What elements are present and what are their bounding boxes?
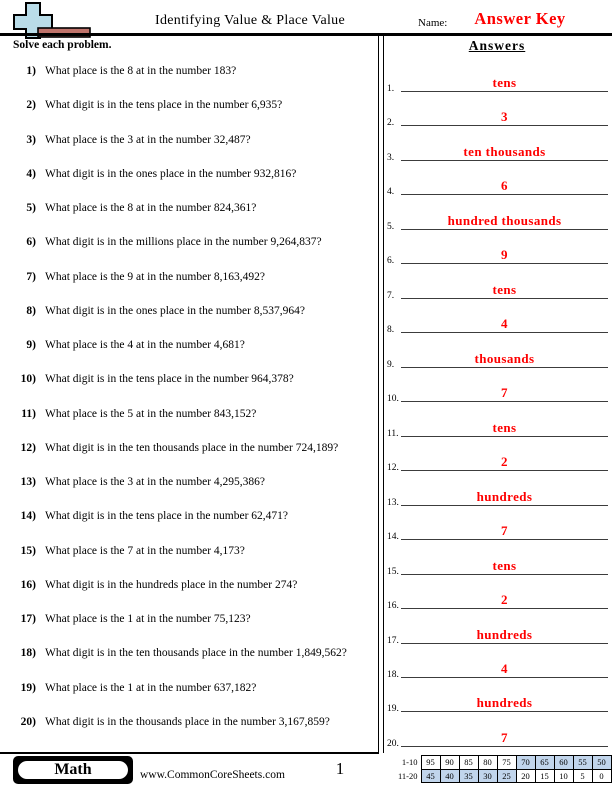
subject-badge-label: Math xyxy=(15,758,131,782)
answer-blank-line xyxy=(401,436,608,437)
answer-number: 17. xyxy=(387,635,399,646)
question-text: What digit is in the tens place in the number 964,378? xyxy=(45,373,294,386)
answer-value: 7 xyxy=(501,523,508,539)
question-row xyxy=(0,373,379,385)
answer-value: ten thousands xyxy=(463,143,546,159)
answer-number: 18. xyxy=(387,669,399,680)
question-text: What place is the 4 at in the number 4,681? xyxy=(45,339,245,352)
answer-row xyxy=(384,591,612,612)
question-text: What place is the 3 at in the number 32,487? xyxy=(45,133,251,146)
answer-value: hundreds xyxy=(476,695,533,711)
answer-blank-line xyxy=(401,608,608,609)
answer-number: 6. xyxy=(387,256,395,267)
answer-row xyxy=(384,315,612,336)
grade-score-cell: 40 xyxy=(440,769,459,783)
answer-blank-line xyxy=(401,125,608,126)
question-row xyxy=(0,579,379,591)
answer-blank-line xyxy=(401,229,608,230)
grade-score-cell: 30 xyxy=(478,769,497,783)
grade-score-cell: 65 xyxy=(535,756,554,770)
question-number: 10) xyxy=(20,373,36,386)
question-row xyxy=(0,168,379,180)
answer-number: 5. xyxy=(387,221,395,232)
answers-column-title: Answers xyxy=(468,38,526,53)
question-number: 11) xyxy=(21,407,36,420)
question-number: 4) xyxy=(26,167,36,180)
question-text: What place is the 1 at in the number 75,123? xyxy=(45,613,251,626)
question-number: 1) xyxy=(26,65,36,77)
answer-row xyxy=(384,453,612,474)
grade-range-label: 1-10 xyxy=(401,757,418,767)
answer-value: 3 xyxy=(501,109,508,125)
question-number: 9) xyxy=(26,339,36,352)
answer-row xyxy=(384,246,612,267)
answer-row xyxy=(384,74,612,92)
question-row xyxy=(0,236,379,248)
answer-value: tens xyxy=(492,419,517,435)
answer-blank-line xyxy=(401,746,608,747)
answer-row xyxy=(384,694,612,715)
question-number: 12) xyxy=(20,441,36,454)
grade-score-cell: 55 xyxy=(573,756,592,770)
answer-row xyxy=(384,522,612,543)
question-row xyxy=(0,682,379,694)
answer-value: 6 xyxy=(501,178,508,194)
grade-table-row xyxy=(393,756,611,770)
question-row xyxy=(0,305,379,317)
grade-range-label: 11-20 xyxy=(397,770,418,781)
answer-blank-line xyxy=(401,711,608,712)
name-value-answer-key: Answer Key xyxy=(474,9,566,28)
question-number: 7) xyxy=(26,270,36,283)
question-row xyxy=(0,65,379,77)
answer-value: 7 xyxy=(501,385,508,401)
question-text: What digit is in the ones place in the number 8,537,964? xyxy=(45,304,305,317)
footer-rule xyxy=(0,752,379,754)
grade-score-cell: 10 xyxy=(554,769,573,783)
answer-blank-line xyxy=(401,194,608,195)
question-row xyxy=(0,442,379,454)
answer-blank-line xyxy=(401,677,608,678)
question-number: 17) xyxy=(20,613,36,626)
grade-score-cell: 15 xyxy=(535,769,554,783)
question-number: 6) xyxy=(26,236,36,249)
grade-score-cell: 35 xyxy=(459,769,478,783)
question-row xyxy=(0,510,379,522)
answer-row xyxy=(384,660,612,678)
name-label: Name: xyxy=(418,17,448,29)
answer-value: 4 xyxy=(501,316,508,332)
grade-score-cell: 50 xyxy=(592,756,611,770)
answer-blank-line xyxy=(401,470,608,471)
answer-blank-line xyxy=(401,539,608,540)
answer-blank-line xyxy=(401,91,608,92)
grade-score-cell: 0 xyxy=(592,769,611,783)
question-number: 16) xyxy=(20,578,36,591)
answer-row xyxy=(384,212,612,230)
answer-value: hundred thousands xyxy=(447,212,562,228)
website-link[interactable]: www.CommonCoreSheets.com xyxy=(140,769,285,781)
answer-number: 19. xyxy=(387,704,399,715)
answer-number: 16. xyxy=(387,601,399,612)
grade-score-cell: 95 xyxy=(421,756,440,770)
answer-row xyxy=(384,350,612,368)
answer-number: 8. xyxy=(387,325,395,336)
answer-row xyxy=(384,488,612,506)
grade-score-cell: 75 xyxy=(497,756,516,770)
answer-row xyxy=(384,143,612,161)
answer-blank-line xyxy=(401,401,608,402)
answer-row xyxy=(384,108,612,129)
question-row xyxy=(0,613,379,625)
answer-row xyxy=(384,177,612,198)
answer-blank-line xyxy=(401,298,608,299)
answer-number: 3. xyxy=(387,152,395,163)
answer-value: thousands xyxy=(474,350,535,366)
answer-blank-line xyxy=(401,574,608,575)
question-row xyxy=(0,716,379,728)
answer-blank-line xyxy=(401,332,608,333)
answer-number: 7. xyxy=(387,290,395,301)
answer-number: 15. xyxy=(387,566,399,577)
question-number: 2) xyxy=(26,99,36,112)
grade-score-cell: 80 xyxy=(478,756,497,770)
grade-score-cell: 85 xyxy=(459,756,478,770)
answer-number: 4. xyxy=(387,187,395,198)
question-row xyxy=(0,545,379,557)
answer-value: 2 xyxy=(501,592,508,608)
question-number: 8) xyxy=(26,304,36,317)
question-text: What digit is in the hundreds place in the number 274? xyxy=(45,578,298,591)
question-row xyxy=(0,99,379,111)
answer-number: 10. xyxy=(387,394,399,405)
header-rule xyxy=(0,33,612,36)
answer-blank-line xyxy=(401,160,608,161)
answer-number: 13. xyxy=(387,497,399,508)
answer-value: 9 xyxy=(501,247,508,263)
question-text: What place is the 7 at in the number 4,173? xyxy=(45,544,245,557)
page-title: Identifying Value & Place Value xyxy=(155,13,345,28)
question-number: 18) xyxy=(20,647,36,660)
answer-row xyxy=(384,281,612,299)
answer-number: 1. xyxy=(387,84,395,94)
answer-blank-line xyxy=(401,643,608,644)
question-number: 19) xyxy=(20,681,36,694)
question-number: 13) xyxy=(20,476,36,489)
question-text: What place is the 3 at in the number 4,295,386? xyxy=(45,476,266,489)
answer-row xyxy=(384,557,612,575)
question-text: What digit is in the tens place in the number 62,471? xyxy=(45,510,289,523)
instructions: Solve each problem. xyxy=(13,39,112,51)
answer-value: 4 xyxy=(501,660,508,676)
question-text: What place is the 5 at in the number 843,152? xyxy=(45,407,257,420)
answer-number: 12. xyxy=(387,463,399,474)
grade-score-cell: 90 xyxy=(440,756,459,770)
question-text: What digit is in the ten thousands place in the number 1,849,562? xyxy=(45,647,347,660)
question-text: What place is the 1 at in the number 637,182? xyxy=(45,681,257,694)
question-text: What digit is in the ten thousands place in the number 724,189? xyxy=(45,441,339,454)
answer-number: 11. xyxy=(387,428,399,439)
question-number: 14) xyxy=(20,510,36,523)
question-number: 5) xyxy=(26,202,36,215)
grading-scale-table xyxy=(393,755,612,783)
answer-value: 7 xyxy=(501,729,508,745)
question-row xyxy=(0,202,379,214)
page-number: 1 xyxy=(335,759,345,778)
question-text: What digit is in the ones place in the number 932,816? xyxy=(45,167,297,180)
grade-score-cell: 20 xyxy=(516,769,535,783)
question-row xyxy=(0,647,379,659)
grade-table-row xyxy=(393,769,611,783)
answer-value: hundreds xyxy=(476,488,533,504)
answer-row xyxy=(384,729,612,747)
answer-value: tens xyxy=(492,281,517,297)
answer-row xyxy=(384,384,612,405)
grade-score-cell: 70 xyxy=(516,756,535,770)
answer-value: 2 xyxy=(501,454,508,470)
subject-badge xyxy=(13,756,133,784)
question-number: 15) xyxy=(20,544,36,557)
question-text: What place is the 8 at in the number 824,361? xyxy=(45,202,257,215)
question-text: What digit is in the millions place in the number 9,264,837? xyxy=(45,236,322,249)
grade-score-cell: 45 xyxy=(421,769,440,783)
answer-row xyxy=(384,419,612,437)
question-row xyxy=(0,476,379,488)
question-number: 20) xyxy=(20,715,36,728)
answer-blank-line xyxy=(401,263,608,264)
answer-number: 20. xyxy=(387,738,399,749)
grade-score-cell: 60 xyxy=(554,756,573,770)
answer-number: 2. xyxy=(387,118,395,129)
answer-number: 9. xyxy=(387,359,395,370)
answer-value: hundreds xyxy=(476,626,533,642)
question-text: What digit is in the tens place in the number 6,935? xyxy=(45,99,283,112)
answer-value: tens xyxy=(492,557,517,573)
answer-number: 14. xyxy=(387,532,399,543)
question-text: What place is the 9 at in the number 8,163,492? xyxy=(45,270,266,283)
question-row xyxy=(0,339,379,351)
question-row xyxy=(0,134,379,146)
answer-blank-line xyxy=(401,367,608,368)
answer-value: tens xyxy=(492,75,517,90)
grade-score-cell: 5 xyxy=(573,769,592,783)
question-text: What digit is in the thousands place in the number 3,167,859? xyxy=(45,715,330,728)
answer-row xyxy=(384,626,612,644)
grade-score-cell: 25 xyxy=(497,769,516,783)
question-row xyxy=(0,408,379,420)
answer-blank-line xyxy=(401,505,608,506)
question-number: 3) xyxy=(26,133,36,146)
question-text: What place is the 8 at in the number 183? xyxy=(45,65,237,77)
question-row xyxy=(0,271,379,283)
